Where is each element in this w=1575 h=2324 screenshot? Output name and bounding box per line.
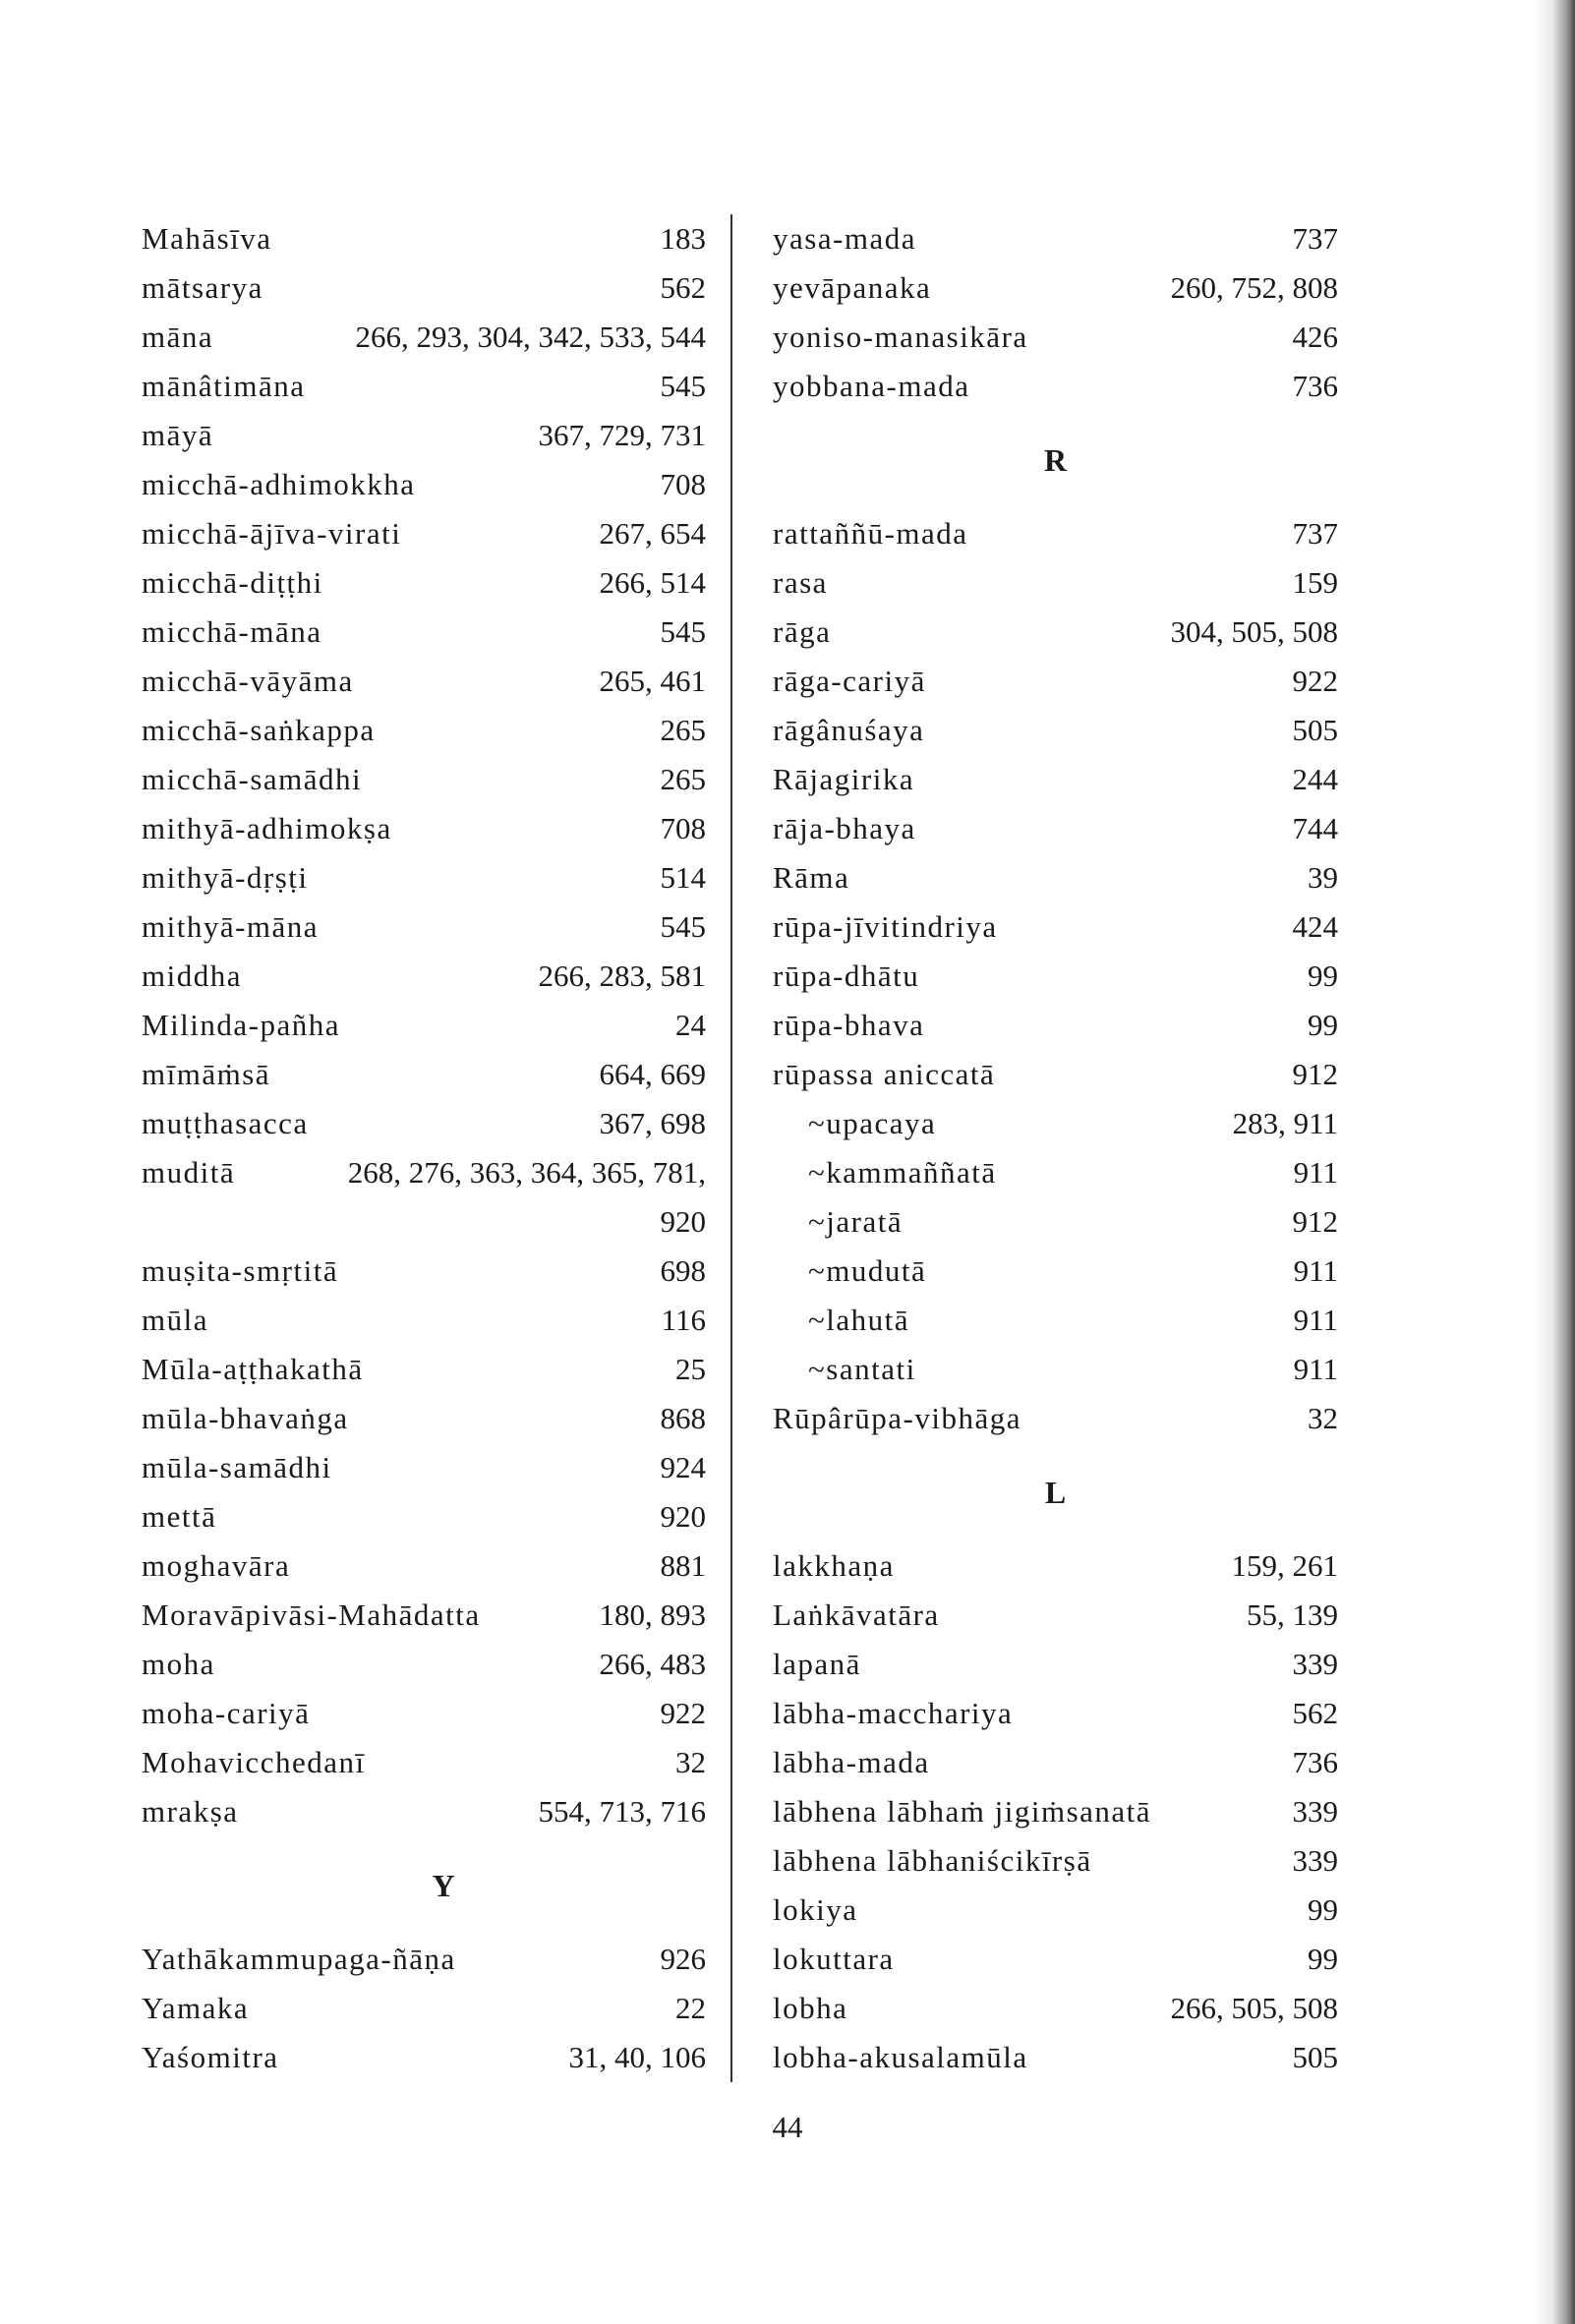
page-references: 265 (660, 713, 706, 747)
page-references: 159, 261 (1231, 1548, 1338, 1583)
index-subentry (773, 1148, 1338, 1197)
page-references: 911 (1293, 1352, 1338, 1386)
index-term: lābhena lābhaniścikīrṣā (773, 1843, 1092, 1878)
index-term: rūpassa aniccatā (773, 1057, 996, 1091)
index-term: mrakṣa (142, 1794, 239, 1829)
index-term: lābha-mada (773, 1745, 930, 1779)
index-term: mātsarya (142, 270, 263, 305)
index-entry (773, 1050, 1338, 1099)
page-references: 55, 139 (1247, 1598, 1338, 1632)
index-entry (773, 1394, 1338, 1443)
index-term: muṣita-smṛtitā (142, 1253, 339, 1288)
index-term: Milinda-pañha (142, 1008, 341, 1042)
index-subentry (773, 1197, 1338, 1247)
index-term: micchā-vāyāma (142, 664, 354, 698)
page-references: 339 (1292, 1647, 1338, 1681)
page-references: 180, 893 (599, 1598, 706, 1632)
index-term: Laṅkāvatāra (773, 1598, 940, 1632)
index-subentry (773, 1345, 1338, 1394)
page-references: 424 (1292, 909, 1338, 944)
index-column-right (773, 214, 1338, 2082)
index-entry (142, 411, 706, 460)
index-term: mūla (142, 1303, 208, 1337)
page-references: 367, 698 (599, 1106, 706, 1140)
index-term: micchā-saṅkappa (142, 713, 376, 747)
page-references: 99 (1308, 959, 1338, 993)
index-term: rūpa-dhātu (773, 959, 920, 993)
index-entry-continuation (142, 1197, 706, 1247)
index-term: rāga-cariyā (773, 664, 926, 698)
index-term: Rājagirika (773, 762, 915, 796)
index-term: ~lahutā (808, 1303, 910, 1337)
index-entry (773, 608, 1338, 657)
index-term: mānâtimāna (142, 369, 306, 403)
index-entry (142, 263, 706, 313)
index-term: lābha-macchariya (773, 1696, 1014, 1730)
index-term: lakkhaṇa (773, 1548, 895, 1583)
section-letter-heading: L (1044, 1475, 1067, 1510)
index-entry (142, 755, 706, 804)
index-entry (773, 1836, 1338, 1886)
index-entry (773, 313, 1338, 362)
page-references: 99 (1308, 1008, 1338, 1042)
index-entry (142, 804, 706, 853)
index-subentry (773, 1099, 1338, 1148)
index-entry (142, 214, 706, 263)
index-entry (773, 1787, 1338, 1836)
page-references: 926 (660, 1942, 706, 1976)
page-references: 268, 276, 363, 364, 365, 781, (347, 1155, 706, 1190)
page-references: 881 (660, 1548, 706, 1583)
page-references: 367, 729, 731 (538, 418, 706, 452)
page-references: 505 (1292, 2040, 1338, 2074)
page-references: 183 (660, 221, 706, 256)
index-term: lokiya (773, 1892, 858, 1927)
index-term: micchā-samādhi (142, 762, 363, 796)
page-references: 505 (1292, 713, 1338, 747)
index-entry (773, 853, 1338, 902)
page-references: 266, 283, 581 (538, 959, 706, 993)
index-entry (773, 1984, 1338, 2033)
index-entry (142, 853, 706, 902)
column-divider (730, 214, 732, 2082)
index-entry (142, 1591, 706, 1640)
page-references: 32 (675, 1745, 706, 1779)
index-entry (142, 313, 706, 362)
index-entry (142, 1001, 706, 1050)
page-references: 912 (1292, 1057, 1338, 1091)
page-references: 267, 654 (599, 516, 706, 551)
index-entry (142, 1247, 706, 1296)
index-term: micchā-ājīva-virati (142, 516, 402, 551)
page-references: 266, 505, 508 (1170, 1991, 1338, 2025)
scan-edge-shadow (1534, 0, 1575, 2324)
index-term: rūpa-jīvitindriya (773, 909, 998, 944)
index-term: yobbana-mada (773, 369, 970, 403)
index-entry (142, 1345, 706, 1394)
page-references: 24 (675, 1008, 706, 1042)
index-term: Mohavicchedanī (142, 1745, 366, 1779)
index-entry (773, 558, 1338, 608)
index-term: lobha (773, 1991, 848, 2025)
index-entry (142, 1443, 706, 1492)
index-term: yoniso-manasikāra (773, 320, 1028, 354)
index-entry (773, 214, 1338, 263)
index-entry (142, 1492, 706, 1541)
index-term: yasa-mada (773, 221, 917, 256)
index-entry (773, 362, 1338, 411)
page-references: 868 (660, 1401, 706, 1435)
page-references: 664, 669 (599, 1057, 706, 1091)
page-references: 545 (660, 614, 706, 649)
index-entry (773, 1738, 1338, 1787)
index-entry (773, 952, 1338, 1001)
index-term: Rāma (773, 860, 850, 895)
page-references: 911 (1293, 1253, 1338, 1288)
page-references: 31, 40, 106 (568, 2040, 706, 2074)
index-term: ~kammaññatā (808, 1155, 997, 1190)
index-term: rattaññū-mada (773, 516, 968, 551)
page-references: 116 (661, 1303, 706, 1337)
page-references: 554, 713, 716 (538, 1794, 706, 1829)
index-entry (773, 755, 1338, 804)
page-references: 265 (660, 762, 706, 796)
index-term: māna (142, 320, 214, 354)
page-references: 266, 514 (599, 565, 706, 600)
index-entry (142, 706, 706, 755)
index-entry (142, 1689, 706, 1738)
index-entry (142, 362, 706, 411)
index-term: moha (142, 1647, 215, 1681)
index-entry (773, 902, 1338, 952)
index-term: rasa (773, 565, 828, 600)
index-term: micchā-diṭṭhi (142, 565, 323, 600)
index-entry (142, 460, 706, 509)
index-entry (142, 509, 706, 558)
index-entry (142, 1296, 706, 1345)
page-references: 911 (1293, 1155, 1338, 1190)
page-references: 426 (1292, 320, 1338, 354)
index-entry (142, 1394, 706, 1443)
index-term: mithyā-dṛṣṭi (142, 860, 309, 895)
index-term: Moravāpivāsi-Mahādatta (142, 1598, 481, 1632)
page-references: 920 (660, 1204, 706, 1239)
index-entry (773, 1640, 1338, 1689)
page-references: 99 (1308, 1942, 1338, 1976)
index-entry (773, 1886, 1338, 1935)
index-entry (142, 1935, 706, 1984)
page-references: 244 (1292, 762, 1338, 796)
index-term: mūla-samādhi (142, 1450, 332, 1484)
index-entry (142, 1738, 706, 1787)
page-number: 44 (772, 2110, 803, 2144)
page-references: 266, 483 (599, 1647, 706, 1681)
index-term: ~santati (808, 1352, 916, 1386)
index-entry (142, 952, 706, 1001)
index-term: muditā (142, 1155, 236, 1190)
index-term: Rūpârūpa-vibhāga (773, 1401, 1021, 1435)
page-references: 736 (1292, 1745, 1338, 1779)
page-references: 266, 293, 304, 342, 533, 544 (355, 320, 706, 354)
page-references: 260, 752, 808 (1170, 270, 1338, 305)
page-references: 922 (1292, 664, 1338, 698)
page-references: 708 (660, 811, 706, 845)
page-references: 339 (1292, 1843, 1338, 1878)
index-term: muṭṭhasacca (142, 1106, 309, 1140)
index-term: lobha-akusalamūla (773, 2040, 1028, 2074)
index-entry (773, 1001, 1338, 1050)
page-references: 744 (1292, 811, 1338, 845)
page-references: 698 (660, 1253, 706, 1288)
index-entry (142, 1984, 706, 2033)
page-references: 562 (1292, 1696, 1338, 1730)
index-entry (773, 804, 1338, 853)
section-letter-heading: R (1043, 442, 1068, 478)
index-entry (142, 1099, 706, 1148)
index-entry (142, 902, 706, 952)
index-column-left (142, 214, 706, 2082)
index-term: ~upacaya (808, 1106, 937, 1140)
index-entry (142, 657, 706, 706)
index-term: mithyā-māna (142, 909, 320, 944)
index-term: ~mudutā (808, 1253, 927, 1288)
page-references: 159 (1292, 565, 1338, 600)
index-term: rūpa-bhava (773, 1008, 925, 1042)
page-references: 562 (660, 270, 706, 305)
page-references: 737 (1292, 516, 1338, 551)
index-term: middha (142, 959, 242, 993)
index-entry (773, 509, 1338, 558)
index-term: micchā-adhimokkha (142, 467, 416, 501)
index-subentry (773, 1296, 1338, 1345)
index-term: micchā-māna (142, 614, 322, 649)
index-subentry (773, 1247, 1338, 1296)
page-references: 265, 461 (599, 664, 706, 698)
index-entry (773, 1689, 1338, 1738)
index-term: ~jaratā (808, 1204, 904, 1239)
index-entry (142, 1640, 706, 1689)
index-term: mīmāṁsā (142, 1057, 271, 1091)
index-entry (773, 1935, 1338, 1984)
index-term: mithyā-adhimokṣa (142, 811, 392, 845)
page-references: 22 (675, 1991, 706, 2025)
page-references: 32 (1308, 1401, 1338, 1435)
index-term: mūla-bhavaṅga (142, 1401, 349, 1435)
index-term: rāja-bhaya (773, 811, 916, 845)
index-entry (773, 657, 1338, 706)
page-references: 99 (1308, 1892, 1338, 1927)
page-references: 545 (660, 369, 706, 403)
index-entry (773, 1541, 1338, 1591)
index-entry (142, 1541, 706, 1591)
page-references: 924 (660, 1450, 706, 1484)
index-term: moha-cariyā (142, 1696, 311, 1730)
index-entry (142, 2033, 706, 2082)
page-references: 911 (1293, 1303, 1338, 1337)
page-references: 545 (660, 909, 706, 944)
page-references: 283, 911 (1232, 1106, 1338, 1140)
section-letter-heading: Y (432, 1868, 455, 1903)
index-entry (142, 1787, 706, 1836)
index-term: mettā (142, 1499, 217, 1534)
page-references: 737 (1292, 221, 1338, 256)
page-references: 736 (1292, 369, 1338, 403)
index-term: Mūla-aṭṭhakathā (142, 1352, 364, 1386)
index-entry (142, 608, 706, 657)
page-references: 39 (1308, 860, 1338, 895)
page-references: 339 (1292, 1794, 1338, 1829)
page-references: 922 (660, 1696, 706, 1730)
index-entry (142, 558, 706, 608)
index-term: Yamaka (142, 1991, 250, 2025)
index-entry (142, 1050, 706, 1099)
page-references: 920 (660, 1499, 706, 1534)
index-entry (773, 2033, 1338, 2082)
index-entry (773, 706, 1338, 755)
index-term: lapanā (773, 1647, 861, 1681)
index-term: moghavāra (142, 1548, 291, 1583)
index-term: māyā (142, 418, 214, 452)
page-references: 708 (660, 467, 706, 501)
index-term: yevāpanaka (773, 270, 932, 305)
index-term: Yathākammupaga-ñāṇa (142, 1942, 456, 1976)
index-entry (142, 1148, 706, 1197)
page-references: 25 (675, 1352, 706, 1386)
index-entry (773, 263, 1338, 313)
index-term: rāga (773, 614, 832, 649)
page-references: 304, 505, 508 (1170, 614, 1338, 649)
page-references: 514 (660, 860, 706, 895)
index-term: Mahāsīva (142, 221, 272, 256)
index-term: Yaśomitra (142, 2040, 279, 2074)
page-references: 912 (1292, 1204, 1338, 1239)
index-term: rāgânuśaya (773, 713, 925, 747)
index-term: lābhena lābhaṁ jigiṁsanatā (773, 1794, 1152, 1829)
index-entry (773, 1591, 1338, 1640)
index-term: lokuttara (773, 1942, 895, 1976)
